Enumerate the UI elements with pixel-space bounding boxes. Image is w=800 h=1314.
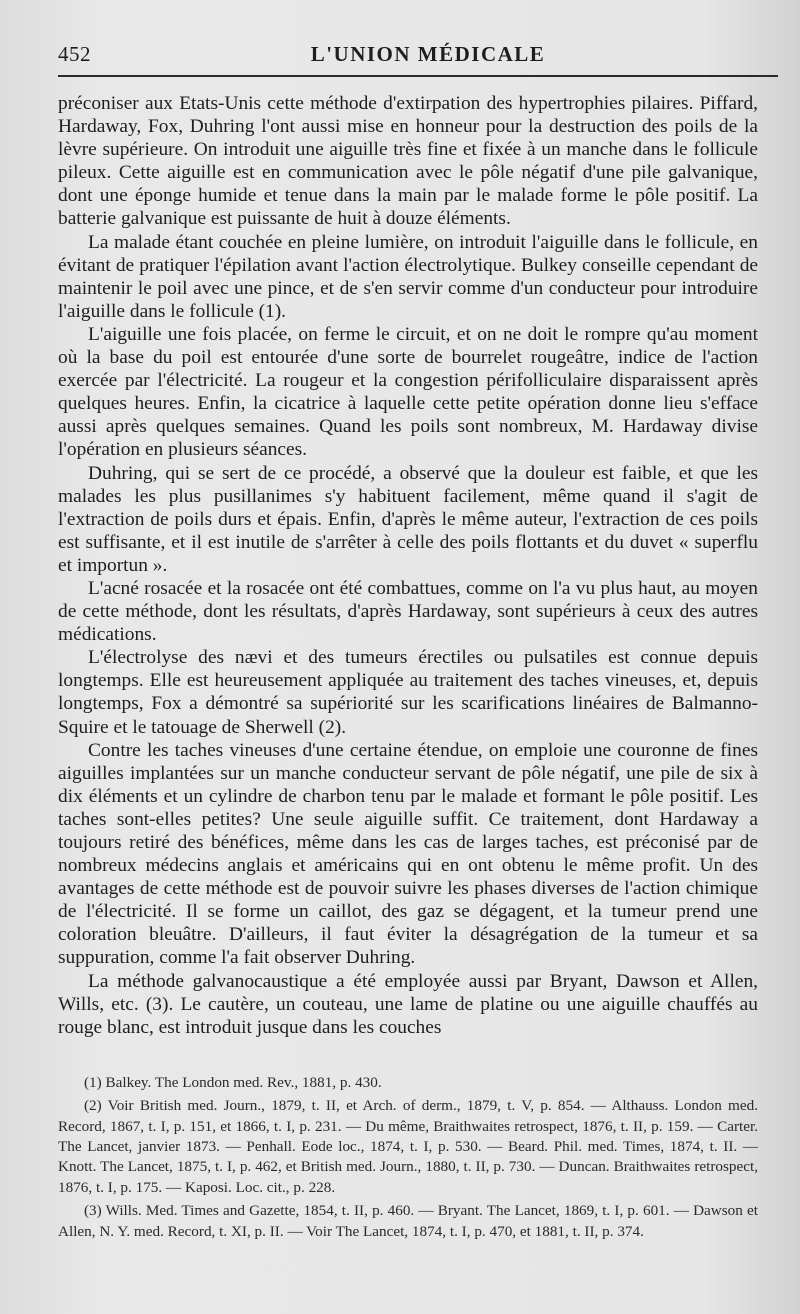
paragraph: L'aiguille une fois placée, on ferme le circuit, et on ne doit le rompre qu'au moment où la base du poil est entourée d'une sorte de bourrelet rougeâtre, indice de l'action exercée par l'électricité. La rougeur et la congestion périfolliculaire disparaissent après quelques heures. Enfin, la cicatrice à laquelle cette petite opération donne lieu s'efface aussi après quelques semaines. Quand les poils sont nombreux, M. Hardaway divise l'opération en plusieurs séances. bbox=[58, 323, 758, 461]
header-rule bbox=[58, 75, 778, 77]
paragraph: Contre les taches vineuses d'une certaine étendue, on emploie une couronne de fines aiguilles implantées sur un manche conducteur servant de pôle négatif, une pile de six à dix éléments et un cylindre de charbon tenu par le malade et formant le pôle positif. Les taches sont-elles petites? Une seule aiguille suffit. Ce traitement, dont Hardaway a toujours retiré des bénéfices, même dans les cas de larges taches, est préconisé par de nombreux médecins anglais et américains qui en ont obtenu le même profit. Un des avantages de cette méthode est de pouvoir suivre les phases diverses de l'action chimique de l'électricité. Il se forme un caillot, des gaz se dégagent, et la tumeur prend une coloration bleuâtre. D'ailleurs, il faut éviter la désagrégation de la tumeur et sa suppuration, comme l'a fait observer Duhring. bbox=[58, 739, 758, 969]
footnotes bbox=[58, 1073, 758, 1242]
paragraph: préconiser aux Etats-Unis cette méthode d'extirpation des hypertrophies pilaires. Piffard, Hardaway, Fox, Duhring l'ont aussi mise en honneur pour la destruction des poils de la lèvre supérieure. On introduit une aiguille très fine et fixée à un manche dans le follicule pileux. Cette aiguille est en communication avec le pôle négatif d'une pile galvanique, dont une éponge humide et tenue dans la main par le malade forme le pôle positif. La batterie galvanique est puissante de huit à douze éléments. bbox=[58, 93, 758, 230]
paragraph: L'acné rosacée et la rosacée ont été combattues, comme on l'a vu plus haut, au moyen de cette méthode, dont les résultats, d'après Hardaway, sont supérieurs à ceux des autres médications. bbox=[58, 577, 758, 646]
footnote: (3) Wills. Med. Times and Gazette, 1854, t. II, p. 460. — Bryant. The Lancet, 1869, t. I, p. 601. — Dawson et Allen, N. Y. med. Record, t. XI, p. II. — Voir The Lancet, 1874, t. I, p. 470, et 1881, t. II, p. 374. bbox=[58, 1202, 758, 1240]
page-header bbox=[58, 0, 758, 66]
footnote: (1) Balkey. The London med. Rev., 1881, p. 430. bbox=[84, 1073, 382, 1091]
paragraph: L'électrolyse des nævi et des tumeurs érectiles ou pulsatiles est connue depuis longtemps. Elle est heureusement appliquée au traitement des taches vineuses, et, depuis longtemps, Fox a démontré sa supériorité sur les scarifications linéaires de Balmanno-Squire et le tatouage de Sherwell (2). bbox=[58, 647, 758, 738]
page-number: 452 bbox=[58, 42, 91, 66]
paragraph: La méthode galvanocaustique a été employée aussi par Bryant, Dawson et Allen, Wills, etc. (3). Le cautère, un couteau, une lame de platine ou une aiguille chauffés au rouge blanc, est introduit jusque dans les couches bbox=[58, 970, 758, 1038]
paragraph: Duhring, qui se sert de ce procédé, a observé que la douleur est faible, et que les malades les plus pusillanimes s'y habituent facilement, même quand il s'agit de l'extraction de poils durs et épais. Enfin, d'après le même auteur, l'extraction de ces poils est suffisante, et il est inutile de s'arrêter à celle des poils flottants et du duvet « superflu et importun ». bbox=[58, 462, 758, 576]
running-title: L'UNION MÉDICALE bbox=[310, 42, 546, 66]
paragraph: La malade étant couchée en pleine lumière, on introduit l'aiguille dans le follicule, en évitant de pratiquer l'épilation avant l'action électrolytique. Bulkey conseille cependant de maintenir le poil avec une pince, et de s'en servir comme d'un conducteur pour introduire l'aiguille dans le follicule (1). bbox=[58, 231, 758, 322]
body-text bbox=[58, 92, 758, 1039]
footnote: (2) Voir British med. Journ., 1879, t. II, et Arch. of derm., 1879, t. V, p. 854. — Althauss. London med. Record, 1867, t. I, p. 151, et 1866, t. I, p. 231. — Du même, Braithwaites retrospect, 1876, t. II, p. 159. — Carter. The Lancet, janvier 1873. — Penhall. Eode loc., 1874, t. I, p. 530. — Beard. Phil. med. Times, 1874, t. II. — Knott. The Lancet, 1875, t. I, p. 462, et British med. Journ., 1880, t. II, p. 730. — Duncan. Braithwaites retrospect, 1876, t. I, p. 175. — Kaposi. Loc. cit., p. 228. bbox=[58, 1097, 758, 1196]
